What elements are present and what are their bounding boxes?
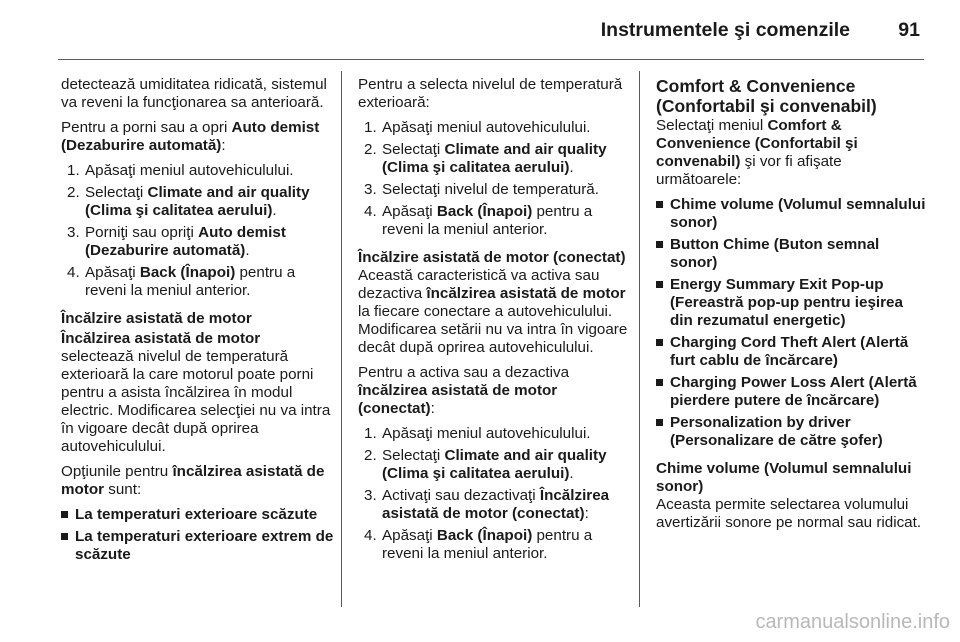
paragraph: selectează nivelul de temperatură exterioară la care motorul poate porni pentru a asista încălzirea în modul electric. Modificarea selecţiei nu va intra în vigoare decât după oprirea autovehiculului. bbox=[61, 348, 331, 455]
step-number: 4. bbox=[67, 264, 80, 281]
list-item bbox=[61, 506, 335, 524]
menu-term: Back (Înapoi) bbox=[139, 264, 236, 281]
paragraph bbox=[61, 119, 335, 155]
page-number: 91 bbox=[898, 19, 920, 41]
step-number: 4. bbox=[364, 527, 377, 544]
square-bullet-icon bbox=[656, 241, 663, 248]
menu-term: Climate and air quality (Clima şi calitatea aerului) bbox=[382, 141, 607, 176]
section-heading: Încălzire asistată de motor (conectat) bbox=[358, 249, 626, 266]
step-text: . bbox=[569, 465, 574, 482]
option-text: Chime volume (Volumul semnalului sonor) bbox=[670, 196, 926, 231]
step-item bbox=[358, 447, 630, 483]
step-text: . bbox=[569, 159, 574, 176]
paragraph: detectează umiditatea ridicată, sistemul va reveni la funcţionarea sa anterioară. bbox=[61, 76, 327, 111]
step-number: 2. bbox=[364, 141, 377, 158]
menu-options-list bbox=[656, 196, 926, 450]
step-item bbox=[61, 184, 335, 220]
text: Opţiunile pentru bbox=[61, 463, 173, 480]
option-text: Charging Cord Theft Alert (Alertă furt cablu de încărcare) bbox=[670, 334, 909, 369]
watermark: carmanualsonline.info bbox=[755, 611, 950, 633]
square-bullet-icon bbox=[61, 511, 68, 518]
header-rule bbox=[58, 59, 924, 60]
option-text: La temperaturi exterioare extrem de scăzute bbox=[75, 528, 334, 563]
square-bullet-icon bbox=[656, 339, 663, 346]
menu-term: încălzirea asistată de motor bbox=[426, 285, 626, 302]
menu-term: Auto demist (Dezaburire automată) bbox=[61, 119, 320, 154]
step-text: Selectaţi bbox=[382, 141, 445, 158]
step-text: Porniţi sau opriţi bbox=[85, 224, 199, 241]
column-1 bbox=[61, 76, 335, 570]
square-bullet-icon bbox=[656, 281, 663, 288]
section-title: Comfort & Convenience (Confortabil şi convenabil) bbox=[656, 76, 877, 116]
text: la fiecare conectare a autovehiculului. Modificarea setării nu va intra în vigoare decât după oprirea autovehiculului. bbox=[358, 303, 628, 356]
menu-term: Climate and air quality (Clima şi calitatea aerului) bbox=[382, 447, 607, 482]
step-item bbox=[61, 162, 335, 180]
step-text: Apăsaţi meniul autovehiculului. bbox=[85, 162, 294, 179]
option-text: Charging Power Loss Alert (Alertă pierdere putere de încărcare) bbox=[670, 374, 917, 409]
step-text: . bbox=[272, 202, 277, 219]
square-bullet-icon bbox=[61, 533, 68, 540]
option-text: Energy Summary Exit Pop-up (Fereastră pop-up pentru ieşirea din rezumatul energetic) bbox=[670, 276, 903, 329]
step-text: Selectaţi bbox=[85, 184, 148, 201]
step-item bbox=[358, 527, 630, 563]
step-text: Activaţi sau dezactivaţi bbox=[382, 487, 540, 504]
step-number: 2. bbox=[364, 447, 377, 464]
paragraph bbox=[61, 463, 335, 499]
section-heading: Chime volume (Volumul semnalului sonor) bbox=[656, 460, 912, 495]
step-text: Selectaţi nivelul de temperatură. bbox=[382, 181, 599, 198]
step-text: Apăsaţi meniul autovehiculului. bbox=[382, 119, 591, 136]
step-number: 4. bbox=[364, 203, 377, 220]
chapter-title: Instrumentele şi comenzile bbox=[600, 19, 850, 41]
option-text: Button Chime (Buton semnal sonor) bbox=[670, 236, 880, 271]
step-text: pentru a reveni la meniul anterior. bbox=[382, 203, 593, 238]
steps-list bbox=[358, 119, 630, 239]
text: Această caracteristică va activa sau dezactiva bbox=[358, 267, 600, 302]
paragraph: Pentru a selecta nivelul de temperatură exterioară: bbox=[358, 76, 623, 111]
step-item bbox=[358, 203, 630, 239]
step-number: 2. bbox=[67, 184, 80, 201]
menu-term: Auto demist (Dezaburire automată) bbox=[85, 224, 286, 259]
menu-term: Încălzirea asistată de motor (conectat) bbox=[382, 487, 610, 522]
step-item bbox=[61, 264, 335, 300]
text: sunt: bbox=[104, 481, 142, 498]
step-text: pentru a reveni la meniul anterior. bbox=[85, 264, 296, 299]
step-text: Apăsaţi bbox=[85, 264, 140, 281]
square-bullet-icon bbox=[656, 201, 663, 208]
step-number: 1. bbox=[364, 119, 377, 136]
text: : bbox=[221, 137, 226, 154]
step-number: 1. bbox=[67, 162, 80, 179]
paragraph: Aceasta permite selectarea volumului avertizării sonore pe normal sau ridicat. bbox=[656, 496, 922, 531]
list-item bbox=[656, 374, 926, 410]
menu-term: încălzirea asistată de motor (conectat) bbox=[358, 382, 558, 417]
step-number: 3. bbox=[67, 224, 80, 241]
step-item bbox=[358, 141, 630, 177]
step-item bbox=[358, 425, 630, 443]
column-2 bbox=[358, 76, 630, 570]
step-text: . bbox=[245, 242, 250, 259]
list-item bbox=[656, 334, 926, 370]
menu-term: Back (Înapoi) bbox=[436, 203, 533, 220]
step-text: Apăsaţi meniul autovehiculului. bbox=[382, 425, 591, 442]
column-3 bbox=[656, 76, 926, 539]
text: Pentru a activa sau a dezactiva bbox=[358, 364, 570, 381]
square-bullet-icon bbox=[656, 379, 663, 386]
list-item bbox=[656, 196, 926, 232]
step-text: Apăsaţi bbox=[382, 203, 437, 220]
column-divider-1 bbox=[341, 71, 342, 607]
list-item bbox=[656, 276, 926, 330]
square-bullet-icon bbox=[656, 419, 663, 426]
section-heading: Încălzirea asistată de motor bbox=[61, 330, 261, 347]
list-item bbox=[656, 236, 926, 272]
paragraph bbox=[656, 117, 926, 189]
option-text: La temperaturi exterioare scăzute bbox=[75, 506, 318, 523]
paragraph bbox=[358, 364, 630, 418]
steps-list bbox=[358, 425, 630, 563]
options-list bbox=[61, 506, 335, 564]
step-text: pentru a reveni la meniul anterior. bbox=[382, 527, 593, 562]
option-text: Personalization by driver (Personalizare de către şofer) bbox=[670, 414, 883, 449]
menu-term: Back (Înapoi) bbox=[436, 527, 533, 544]
text: : bbox=[430, 400, 435, 417]
step-item bbox=[358, 119, 630, 137]
list-item bbox=[61, 528, 335, 564]
step-item bbox=[358, 487, 630, 523]
step-text: Apăsaţi bbox=[382, 527, 437, 544]
step-text: Selectaţi bbox=[382, 447, 445, 464]
step-number: 3. bbox=[364, 487, 377, 504]
menu-term: Comfort & Convenience (Confortabil şi convenabil) bbox=[656, 117, 858, 170]
paragraph bbox=[358, 267, 630, 357]
page-header bbox=[0, 0, 960, 58]
column-divider-2 bbox=[639, 71, 640, 607]
list-item bbox=[656, 414, 926, 450]
section-heading: Încălzire asistată de motor bbox=[61, 310, 252, 327]
text: Pentru a porni sau a opri bbox=[61, 119, 232, 136]
step-text: : bbox=[584, 505, 589, 522]
steps-list bbox=[61, 162, 335, 300]
menu-term: Climate and air quality (Clima şi calitatea aerului) bbox=[85, 184, 310, 219]
menu-term: încălzirea asistată de motor bbox=[61, 463, 325, 498]
text: Selectaţi meniul bbox=[656, 117, 768, 134]
step-number: 1. bbox=[364, 425, 377, 442]
text: şi vor fi afişate următoarele: bbox=[656, 153, 842, 188]
step-item bbox=[358, 181, 630, 199]
step-item bbox=[61, 224, 335, 260]
step-number: 3. bbox=[364, 181, 377, 198]
